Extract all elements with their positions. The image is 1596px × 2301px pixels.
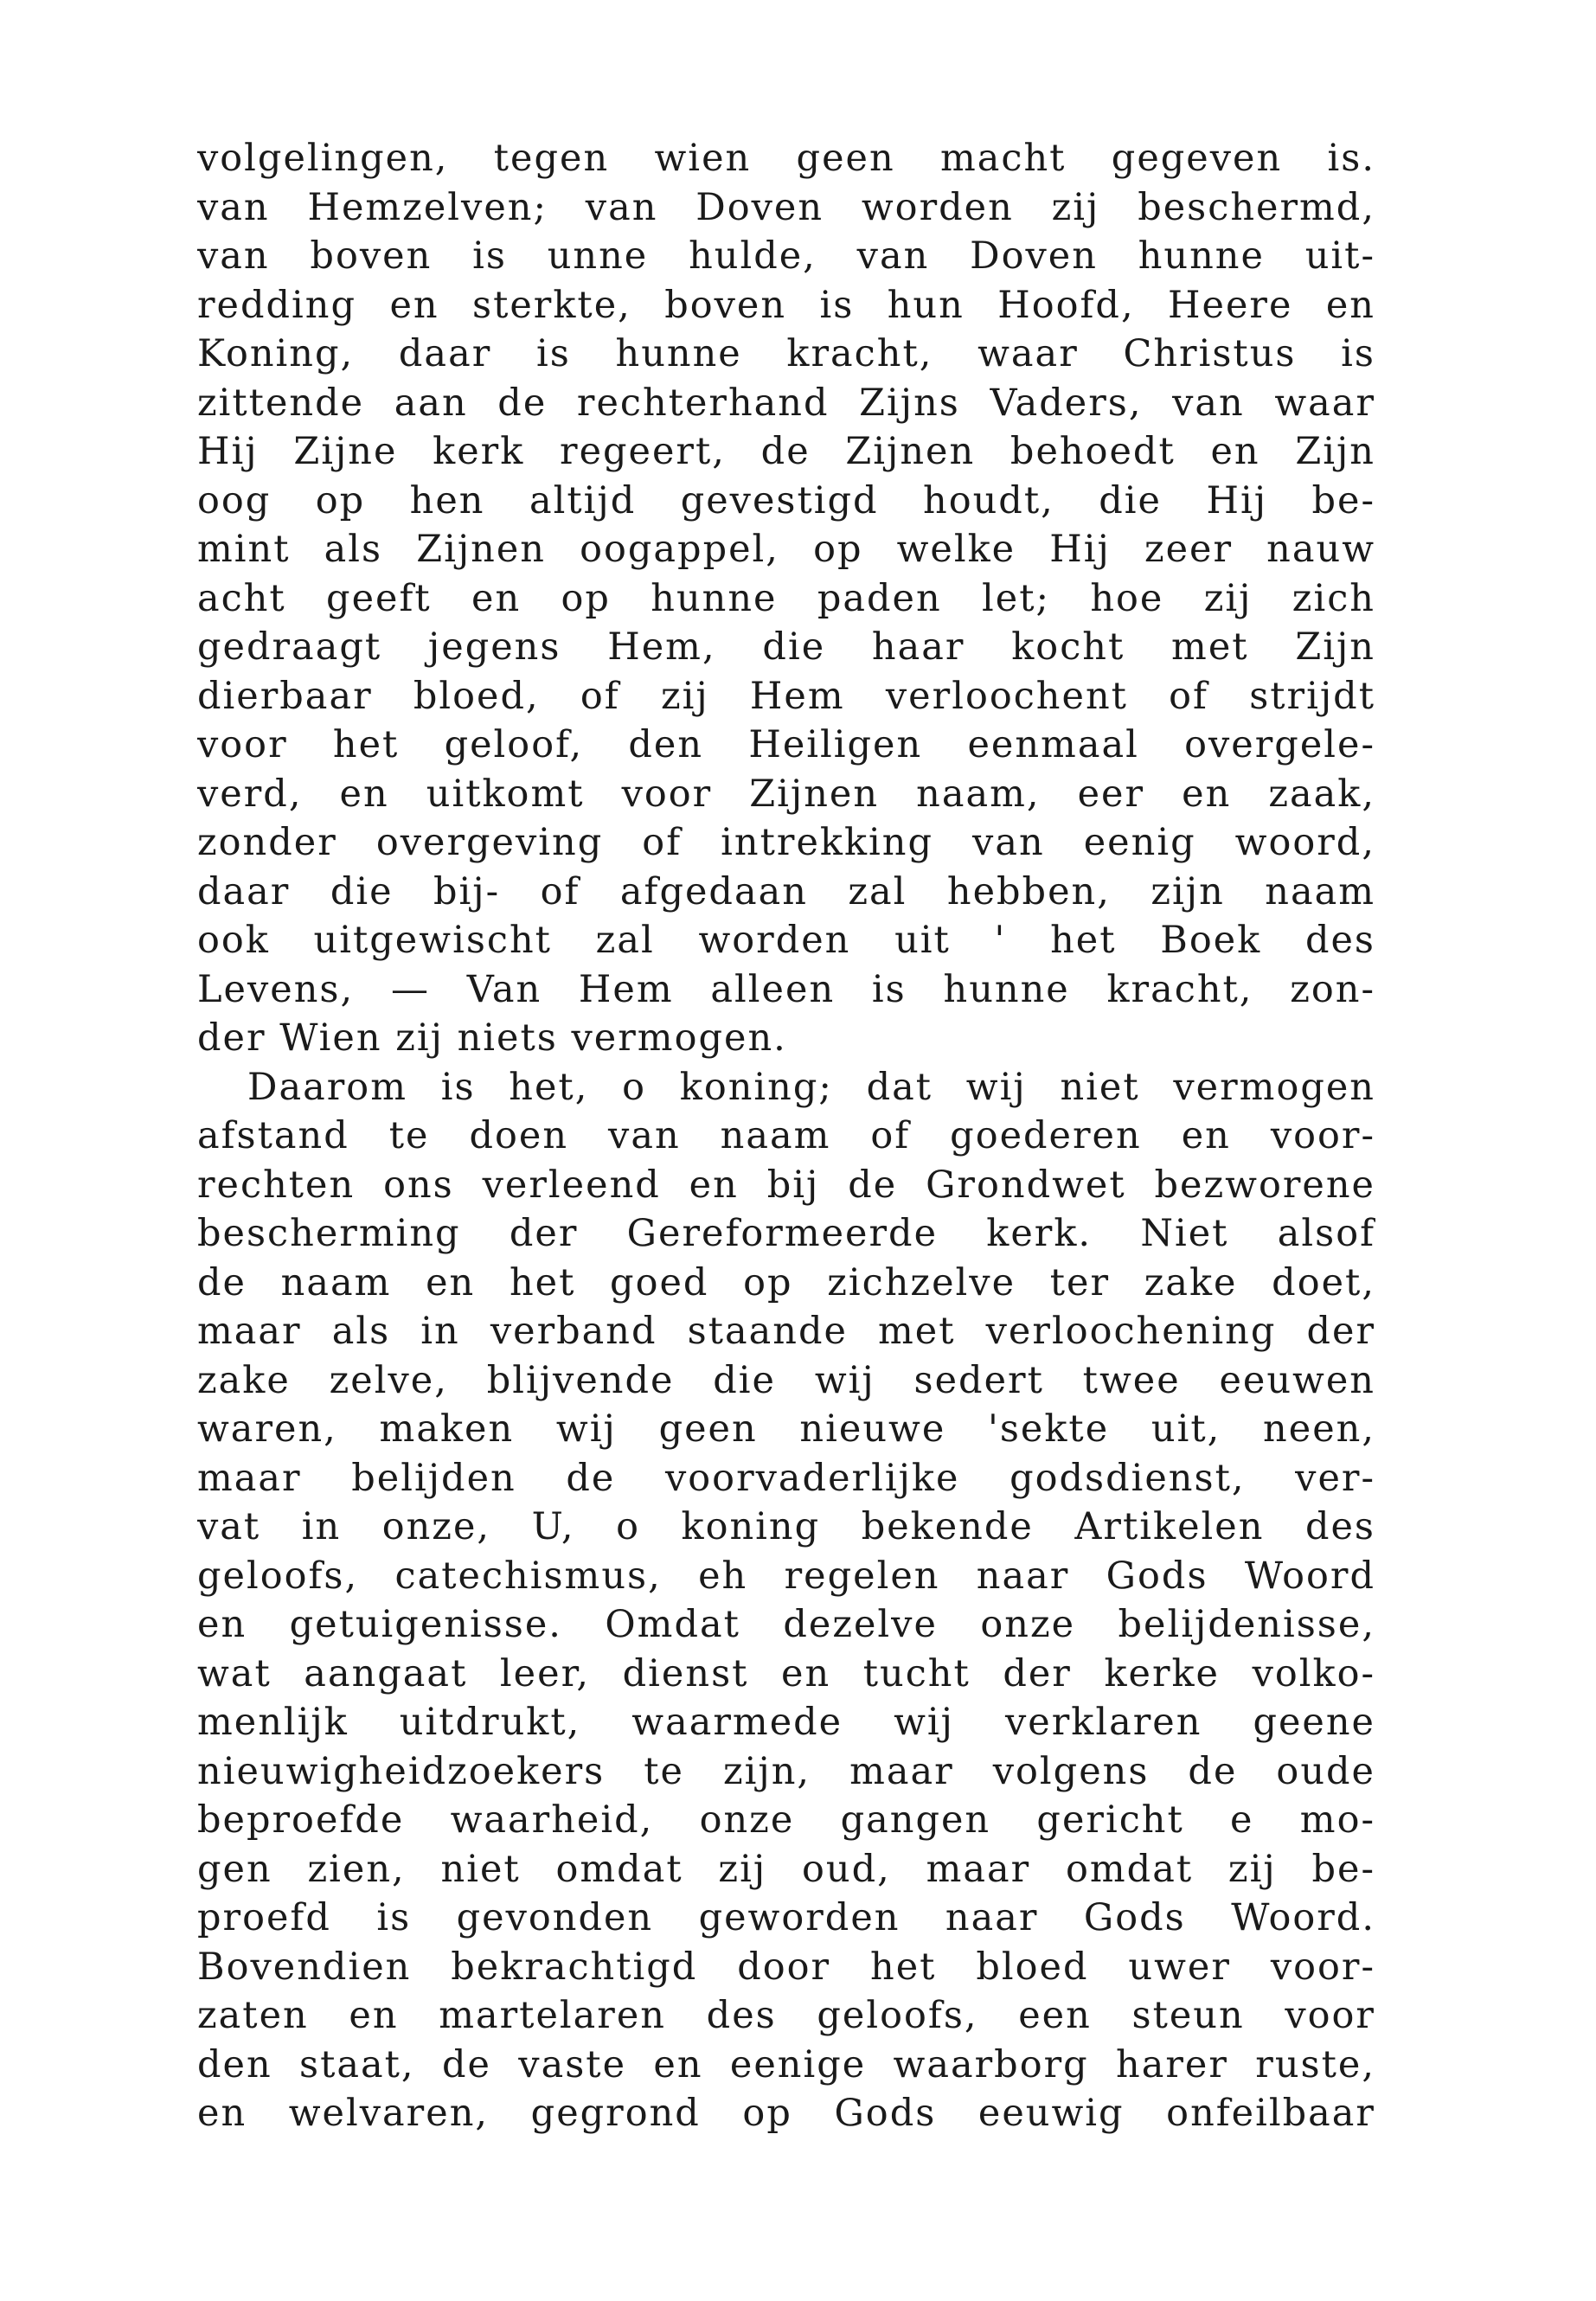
text-line: volgelingen, tegen wien geen macht gegeven is.: [197, 137, 1375, 180]
text-line: oog op hen altijd gevestigd houdt, die Hij be-: [197, 478, 1375, 522]
text-line: gedraagt jegens Hem, die haar kocht met Zijn: [197, 625, 1375, 669]
paragraph-start-line: Daarom is het, o koning; dat wij niet vermogen: [247, 1065, 1375, 1109]
text-line: menlijk uitdrukt, waarmede wij verklaren geene: [197, 1701, 1375, 1744]
text-line: wat aangaat leer, dienst en tucht der kerke volko-: [197, 1651, 1375, 1695]
text-line: Levens, — Van Hem alleen is hunne kracht, zon-: [197, 967, 1375, 1011]
text-line: maar belijden de voorvaderlijke godsdienst, ver-: [197, 1456, 1375, 1500]
text-line: verd, en uitkomt voor Zijnen naam, eer en zaak,: [197, 772, 1375, 816]
text-line: en getuigenisse. Omdat dezelve onze belijdenisse,: [197, 1603, 1375, 1646]
text-line: Bovendien bekrachtigd door het bloed uwer voor-: [197, 1945, 1375, 1989]
text-line: ook uitgewischt zal worden uit ' het Boek des: [197, 919, 1375, 962]
body-text: [197, 134, 1375, 2138]
text-line: Hij Zijne kerk regeert, de Zijnen behoedt en Zijn: [197, 430, 1375, 473]
text-line: zake zelve, blijvende die wij sedert twee eeuwen: [197, 1358, 1375, 1402]
text-line: beproefde waarheid, onze gangen gericht e mo-: [197, 1798, 1375, 1842]
text-line: nieuwigheidzoekers te zijn, maar volgens de oude: [197, 1749, 1375, 1793]
text-line: waren, maken wij geen nieuwe 'sekte uit, neen,: [197, 1407, 1375, 1451]
text-line: Koning, daar is hunne kracht, waar Christus is: [197, 332, 1375, 375]
text-line: zonder overgeving of intrekking van eenig woord,: [197, 821, 1375, 864]
text-line: redding en sterkte, boven is hun Hoofd, Heere en: [197, 283, 1375, 327]
text-line: proefd is gevonden geworden naar Gods Woord.: [197, 1896, 1375, 1939]
text-line: daar die bij- of afgedaan zal hebben, zijn naam: [197, 869, 1375, 913]
text-line: en welvaren, gegrond op Gods eeuwig onfeilbaar: [197, 2092, 1375, 2135]
text-line: dierbaar bloed, of zij Hem verloochent of strijdt: [197, 674, 1375, 718]
text-line: de naam en het goed op zichzelve ter zake doet,: [197, 1260, 1375, 1304]
text-line: acht geeft en op hunne paden let; hoe zij zich: [197, 576, 1375, 620]
text-line: voor het geloof, den Heiligen eenmaal overgele-: [197, 723, 1375, 766]
paragraph-end-line: der Wien zij niets vermogen.: [197, 1016, 787, 1060]
text-line: rechten ons verleend en bij de Grondwet bezworene: [197, 1163, 1375, 1207]
text-line: van boven is unne hulde, van Doven hunne uit-: [197, 234, 1375, 278]
text-line: maar als in verband staande met verloochening der: [197, 1310, 1375, 1353]
text-line: gen zien, niet omdat zij oud, maar omdat zij be-: [197, 1847, 1375, 1891]
text-line: mint als Zijnen oogappel, op welke Hij zeer nauw: [197, 528, 1375, 571]
text-line: den staat, de vaste en eenige waarborg harer ruste,: [197, 2042, 1375, 2086]
text-line: afstand te doen van naam of goederen en voor-: [197, 1114, 1375, 1157]
text-line: zittende aan de rechterhand Zijns Vaders, van waar: [197, 381, 1375, 425]
text-line: bescherming der Gereformeerde kerk. Niet alsof: [197, 1212, 1375, 1255]
text-line: zaten en martelaren des geloofs, een steun voor: [197, 1994, 1375, 2037]
text-line: geloofs, catechismus, eh regelen naar Gods Woord: [197, 1554, 1375, 1598]
text-line: vat in onze, U, o koning bekende Artikelen des: [197, 1505, 1375, 1548]
text-line: van Hemzelven; van Doven worden zij beschermd,: [197, 185, 1375, 229]
